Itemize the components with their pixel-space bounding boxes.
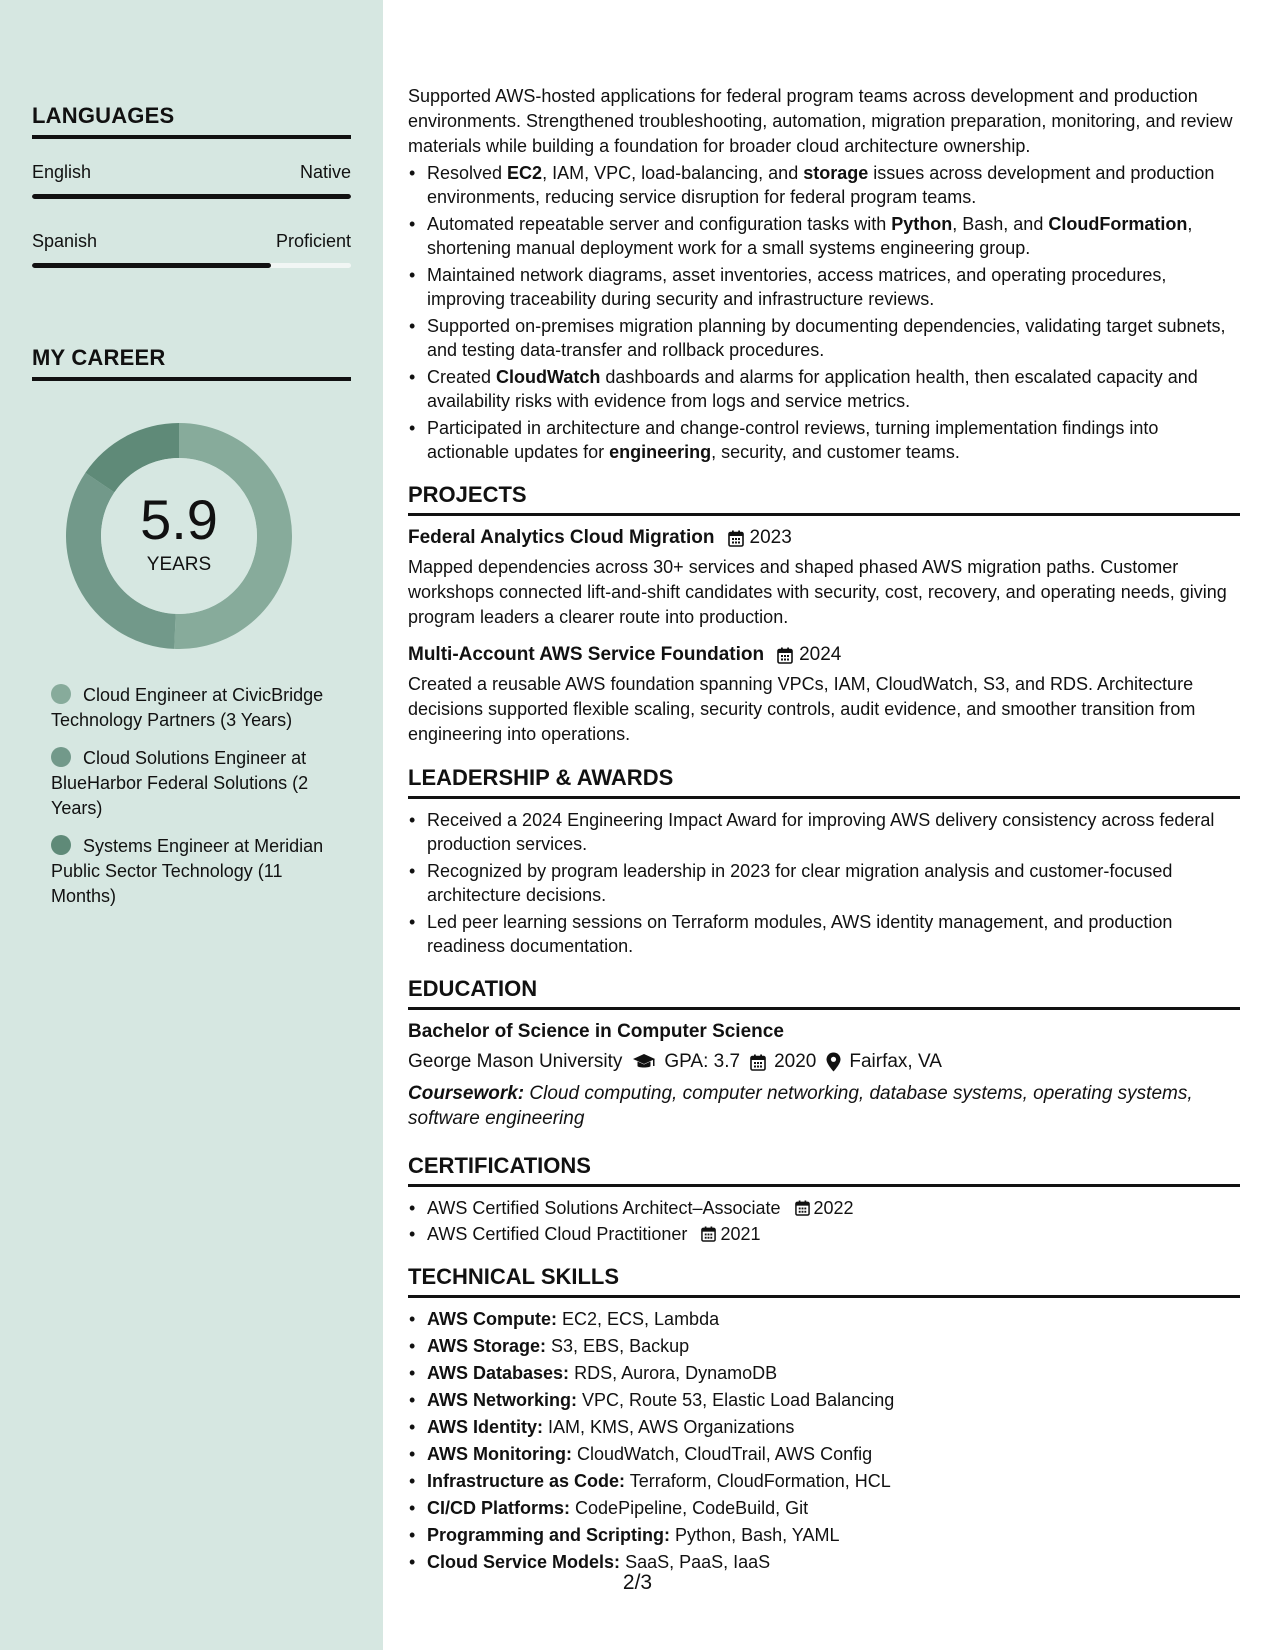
education-meta [408,1049,1240,1075]
skill-item [408,1307,1240,1331]
skill-value: Terraform, CloudFormation, HCL [629,1471,891,1491]
leadership-item: • Recognized by program leadership in 2023 for clear migration analysis and customer-focused architecture decisions. [408,859,1240,907]
bullet-text: Automated repeatable server and configuration tasks with [427,214,892,234]
legend-dot-icon [51,835,71,855]
skill-value: SaaS, PaaS, IaaS [625,1552,771,1572]
leadership-heading: LEADERSHIP & AWARDS [408,765,1240,799]
bullet-text: Created [427,367,497,387]
skill-label: AWS Databases: [427,1363,570,1383]
education-school: George Mason University [408,1051,623,1072]
skill-label: Infrastructure as Code: [427,1471,626,1491]
graduation-cap-icon [632,1053,656,1071]
calendar-icon [777,647,793,664]
experience-bullet [408,416,1240,464]
main-content [408,84,1240,1577]
skill-value: VPC, Route 53, Elastic Load Balancing [582,1390,895,1410]
bullet-text: dashboards and alarms for application health, then escalated capacity and availability risks with evidence from logs and service metrics. [427,367,1198,411]
certifications-heading: CERTIFICATIONS [408,1153,1240,1187]
page-number: 2/3 [622,1571,653,1594]
certifications-list [408,1196,1240,1246]
skill-label: AWS Identity: [427,1417,543,1437]
legend-dot-icon [51,684,71,704]
skill-value: IAM, KMS, AWS Organizations [548,1417,795,1437]
skill-item [408,1523,1240,1547]
project-year: 2024 [799,644,842,665]
project-title: Multi-Account AWS Service Foundation [408,644,765,665]
career-heading: MY CAREER [32,345,351,381]
experience-bullet [408,263,1240,311]
education-coursework [408,1081,1240,1131]
projects-heading: PROJECTS [408,482,1240,516]
skills-heading: TECHNICAL SKILLS [408,1264,1240,1298]
skill-value: CodePipeline, CodeBuild, Git [575,1498,809,1518]
skill-label: CI/CD Platforms: [427,1498,571,1518]
skill-value: S3, EBS, Backup [551,1336,690,1356]
skill-label: AWS Monitoring: [427,1444,572,1464]
education-location: Fairfax, VA [849,1051,942,1072]
skill-item [408,1442,1240,1466]
project-year: 2023 [749,527,792,548]
skill-value: Python, Bash, YAML [675,1525,840,1545]
language-name: English [32,162,92,182]
experience-bullet [408,161,1240,209]
language-bar-spanish [32,263,351,268]
skill-item [408,1415,1240,1439]
leadership-item: • Led peer learning sessions on Terraform modules, AWS identity management, and production readiness documentation. [408,910,1240,958]
bullet-text: issues across development and production environments, reducing service disruption for federal program teams. [427,163,1215,207]
project-title-row [408,642,1240,668]
skill-label: Programming and Scripting: [427,1525,671,1545]
career-total [66,423,292,649]
skill-label: AWS Compute: [427,1309,557,1329]
skill-label: Cloud Service Models: [427,1552,621,1572]
calendar-icon [728,530,744,547]
experience-bullets [408,161,1240,464]
calendar-icon [750,1054,766,1071]
bullet-keyword: CloudWatch [496,367,601,387]
skill-item [408,1388,1240,1412]
bullet-text: Maintained network diagrams, asset inventories, access matrices, and operating procedures, improving traceability during security and infrastructure reviews. [427,265,1167,309]
skill-label: AWS Networking: [427,1390,578,1410]
language-row-spanish [32,231,351,252]
experience-bullet [408,212,1240,260]
experience-bullet [408,365,1240,413]
skill-item [408,1496,1240,1520]
education-heading: EDUCATION [408,976,1240,1010]
language-bar-fill [32,263,271,268]
languages-heading: LANGUAGES [32,103,351,139]
career-total-unit: YEARS [146,554,212,575]
legend-dot-icon [51,747,71,767]
coursework-text: Cloud computing, computer networking, database systems, operating systems, software engineering [408,1083,1193,1129]
project-title-row [408,525,1240,551]
project-title: Federal Analytics Cloud Migration [408,527,715,548]
career-item [51,746,331,821]
bullet-text: , security, and customer teams. [711,442,960,462]
language-level: Proficient [275,231,351,251]
leadership-item: • Received a 2024 Engineering Impact Award for improving AWS delivery consistency across federal production services. [408,808,1240,856]
career-item [51,834,331,909]
certification-name: • AWS Certified Cloud Practitioner [427,1224,688,1244]
skill-value: EC2, ECS, Lambda [562,1309,720,1329]
education-degree: Bachelor of Science in Computer Science [408,1021,784,1042]
career-donut-chart [66,423,292,649]
career-item-text: Systems Engineer at Meridian Public Sector Technology (11 Months) [51,836,324,906]
certification-item [408,1196,1240,1220]
bullet-text: , Bash, and [952,214,1049,234]
language-name: Spanish [32,231,98,251]
skill-value: CloudWatch, CloudTrail, AWS Config [576,1444,873,1464]
education-gpa: GPA: 3.7 [664,1051,741,1072]
bullet-keyword: storage [803,163,869,183]
skills-list [408,1307,1240,1574]
project-description: Mapped dependencies across 30+ services and shaped phased AWS migration paths. Customer workshops connected lift-and-shift candidates with security, cost, recovery, and operating needs, giving program leaders a clearer route into production. [408,557,1227,627]
career-item-text: Cloud Solutions Engineer at BlueHarbor Federal Solutions (2 Years) [51,748,309,818]
education-year: 2020 [774,1051,817,1072]
leadership-list [408,808,1240,958]
sidebar [0,0,383,1650]
skill-item [408,1334,1240,1358]
bullet-text: Supported on-premises migration planning by documenting dependencies, validating target subnets, and testing data-transfer and rollback procedures. [427,316,1226,360]
bullet-keyword: Python [891,214,953,234]
career-list [51,683,331,922]
experience-intro: Supported AWS-hosted applications for federal program teams across development and production environments. Strengthened troubleshooting, automation, migration preparation, monitoring, and review materials while building a foundation for broader cloud architecture ownership. [408,86,1233,156]
calendar-icon [701,1226,716,1242]
bullet-keyword: CloudFormation [1048,214,1188,234]
certification-item [408,1222,1240,1246]
skill-value: RDS, Aurora, DynamoDB [574,1363,778,1383]
skill-item [408,1469,1240,1493]
bullet-text: Participated in architecture and change-control reviews, turning implementation findings into actionable updates for [427,418,1159,462]
certification-year: 2021 [720,1224,761,1244]
bullet-text: Resolved [427,163,508,183]
calendar-icon [795,1200,810,1216]
map-pin-icon [826,1052,841,1072]
language-level: Native [299,162,351,182]
project-description: Created a reusable AWS foundation spanning VPCs, IAM, CloudWatch, S3, and RDS. Architecture decisions supported flexible scaling, security controls, audit evidence, and smoother transition from engineering into operations. [408,674,1196,744]
skill-item [408,1361,1240,1385]
skill-label: AWS Storage: [427,1336,547,1356]
project-item [408,642,1240,747]
career-total-value: 5.9 [140,488,218,551]
certification-year: 2022 [813,1198,854,1218]
experience-bullet [408,314,1240,362]
career-item [51,683,331,733]
career-item-text: Cloud Engineer at CivicBridge Technology Partners (3 Years) [51,685,324,730]
bullet-text: , shortening manual deployment work for a small systems engineering group. [427,214,1193,258]
language-bar-english [32,194,351,199]
language-row-english [32,162,351,183]
project-item [408,525,1240,630]
coursework-label: Coursework: [408,1083,525,1104]
certification-name: • AWS Certified Solutions Architect–Associate [427,1198,781,1218]
language-bar-fill [32,194,351,199]
bullet-keyword: engineering [609,442,712,462]
bullet-keyword: EC2 [507,163,543,183]
bullet-text: , IAM, VPC, load-balancing, and [542,163,804,183]
